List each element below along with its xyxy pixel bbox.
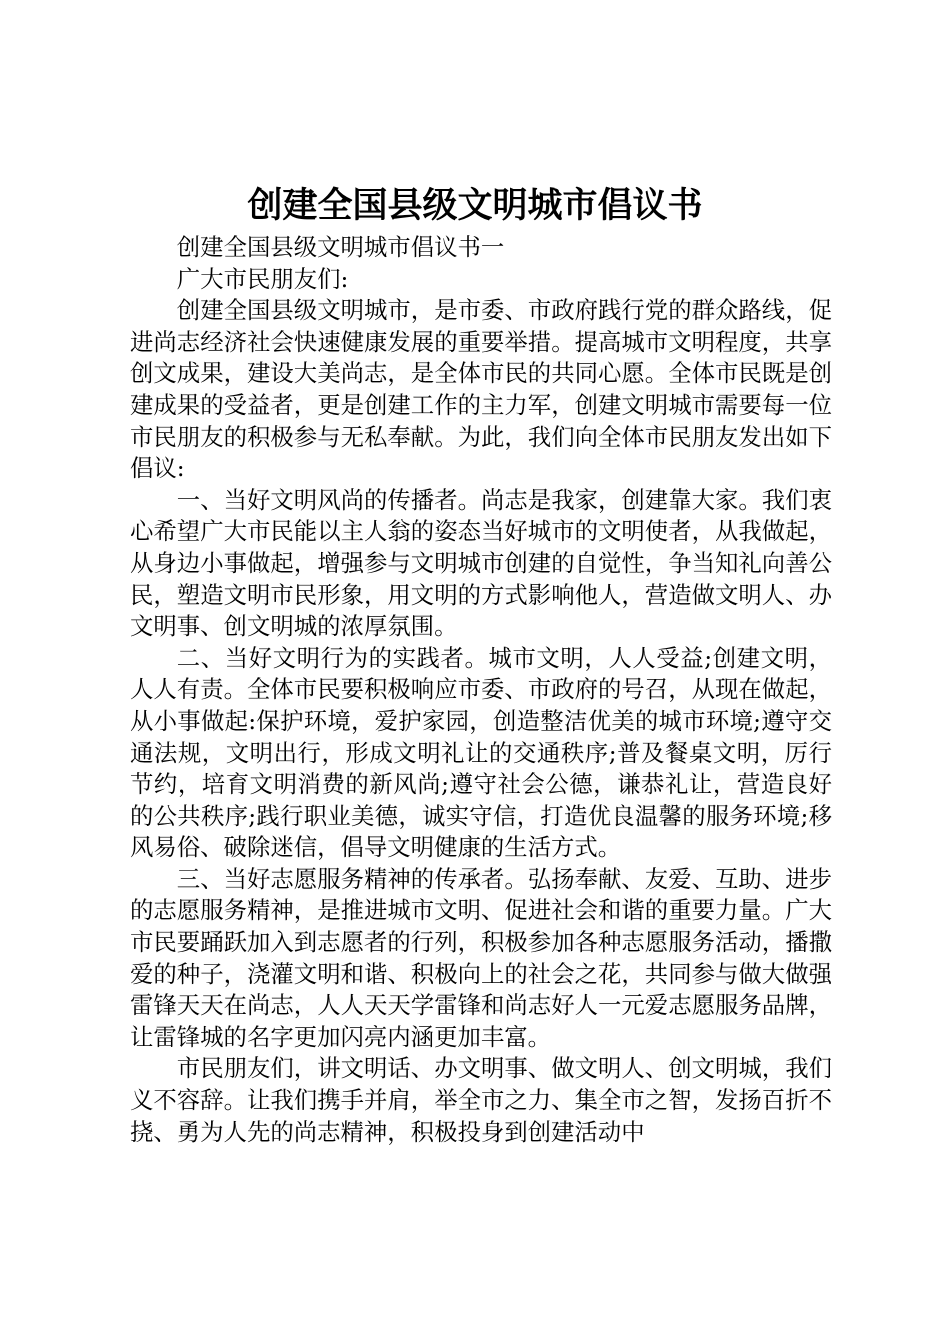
intro-paragraph: 创建全国县级文明城市，是市委、市政府践行党的群众路线，促进尚志经济社会快速健康发展的重要举措。提高城市文明程度，共享创文成果，建设大美尚志，是全体市民的共同心愿。全体市民既是创建成果的受益者，更是创建工作的主力军，创建文明城市需要每一位市民朋友的积极参与无私奉献。为此，我们向全体市民朋友发出如下倡议: <box>130 296 832 483</box>
document-body <box>130 232 832 1148</box>
proposal-three-paragraph: 三、当好志愿服务精神的传承者。弘扬奉献、友爱、互助、进步的志愿服务精神，是推进城市文明、促进社会和谐的重要力量。广大市民要踊跃加入到志愿者的行列，积极参加各种志愿服务活动，播撒爱的种子，浇灌文明和谐、积极向上的社会之花，共同参与做大做强雷锋天天在尚志，人人天天学雷锋和尚志好人一元爱志愿服务品牌，让雷锋城的名字更加闪亮内涵更加丰富。 <box>130 864 832 1051</box>
subtitle-paragraph: 创建全国县级文明城市倡议书一 <box>176 233 505 261</box>
proposal-one-paragraph: 一、当好文明风尚的传播者。尚志是我家，创建靠大家。我们衷心希望广大市民能以主人翁的姿态当好城市的文明使者，从我做起，从身边小事做起，增强参与文明城市创建的自觉性，争当知礼向善公民，塑造文明市民形象，用文明的方式影响他人，营造做文明人、办文明事、创文明城的浓厚氛围。 <box>130 485 832 641</box>
document-title: 创建全国县级文明城市倡议书 <box>247 186 703 226</box>
closing-paragraph: 市民朋友们，讲文明话、办文明事、做文明人、创文明城，我们义不容辞。让我们携手并肩，举全市之力、集全市之智，发扬百折不挠、勇为人先的尚志精神，积极投身到创建活动中 <box>130 1054 832 1146</box>
proposal-two-paragraph: 二、当好文明行为的实践者。城市文明，人人受益;创建文明，人人有责。全体市民要积极响应市委、市政府的号召，从现在做起，从小事做起:保护环境，爱护家园，创造整洁优美的城市环境;遵守交通法规，文明出行，形成文明礼让的交通秩序;普及餐桌文明，厉行节约，培育文明消费的新风尚;遵守社会公德，谦恭礼让，营造良好的公共秩序;践行职业美德，诚实守信，打造优良温馨的服务环境;移风易俗、破除迷信，倡导文明健康的生活方式。 <box>130 643 832 862</box>
salutation-paragraph: 广大市民朋友们: <box>176 264 349 293</box>
